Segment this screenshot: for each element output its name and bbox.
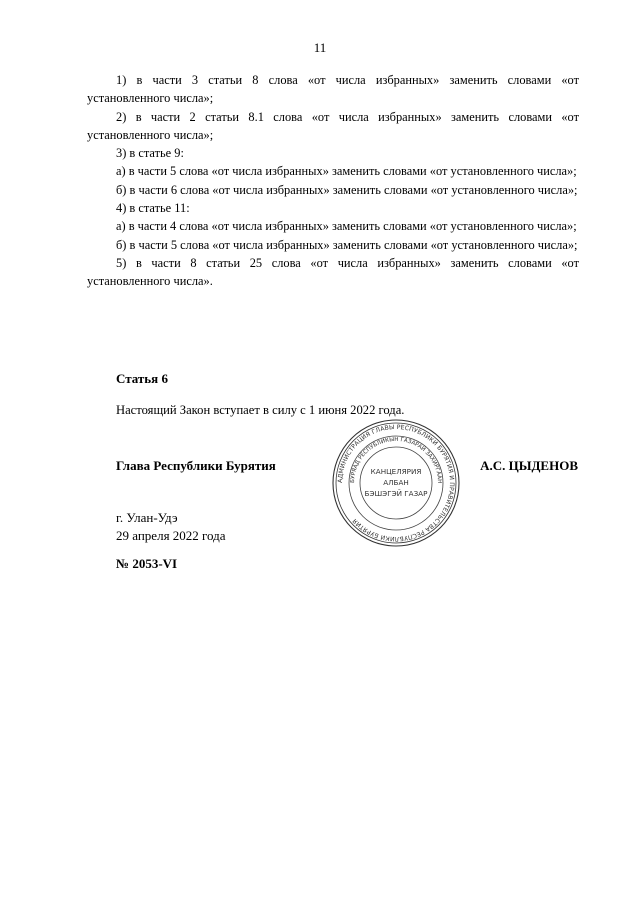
svg-text:БУРЯАД РЕСПУБЛИКЫН ГАЗАРАЙ ЗАХ bbox=[350, 437, 442, 484]
city: г. Улан-Удэ bbox=[116, 510, 178, 525]
signatory-title: Глава Республики Бурятия bbox=[116, 458, 276, 473]
signing-date: 29 апреля 2022 года bbox=[116, 528, 226, 543]
page-number: 11 bbox=[313, 40, 327, 55]
amendment-item: 2) в части 2 статьи 8.1 слова «от числа избранных» заменить словами «от установленного числа»; bbox=[87, 109, 579, 142]
article-heading: Статья 6 bbox=[116, 371, 168, 386]
amendment-item: б) в части 6 слова «от числа избранных» заменить словами «от установленного числа»; bbox=[116, 182, 578, 197]
seal-line-2: АЛБАН bbox=[383, 478, 409, 487]
seal-line-1: КАНЦЕЛЯРИЯ bbox=[370, 467, 422, 476]
amendment-item: 4) в статье 11: bbox=[116, 201, 190, 216]
signatory-name: А.С. ЦЫДЕНОВ bbox=[480, 458, 578, 473]
official-seal-icon bbox=[330, 417, 462, 549]
amendment-item: 5) в части 8 статьи 25 слова «от числа избранных» заменить словами «от установленного числа». bbox=[87, 255, 579, 289]
law-number: № 2053-VI bbox=[116, 556, 178, 571]
amendment-item: а) в части 4 слова «от числа избранных» заменить словами «от установленного числа»; bbox=[116, 219, 577, 234]
signing-place bbox=[116, 509, 226, 545]
amendment-item: а) в части 5 слова «от числа избранных» заменить словами «от установленного числа»; bbox=[116, 164, 577, 179]
seal-inner-text: БУРЯАД РЕСПУБЛИКЫН ГАЗАРАЙ ЗАХИРГААН bbox=[349, 436, 443, 484]
seal-line-3: БЭШЭГЭЙ ГАЗАР bbox=[364, 489, 428, 498]
enactment-text: Настоящий Закон вступает в силу с 1 июня 2022 года. bbox=[116, 403, 405, 417]
seal-outer-text: АДМИНИСТРАЦИЯ ГЛАВЫ РЕСПУБЛИКИ БУРЯТИЯ И ПРАВИТЕЛЬСТВА РЕСПУБЛИКИ БУРЯТИЯ bbox=[336, 423, 456, 543]
amendment-item: 1) в части 3 статьи 8 слова «от числа избранных» заменить словами «от установленного числа»; bbox=[87, 73, 579, 106]
amendments-list bbox=[87, 71, 579, 291]
amendment-item: 3) в статье 9: bbox=[116, 146, 184, 161]
amendment-item: б) в части 5 слова «от числа избранных» заменить словами «от установленного числа»; bbox=[116, 237, 578, 252]
